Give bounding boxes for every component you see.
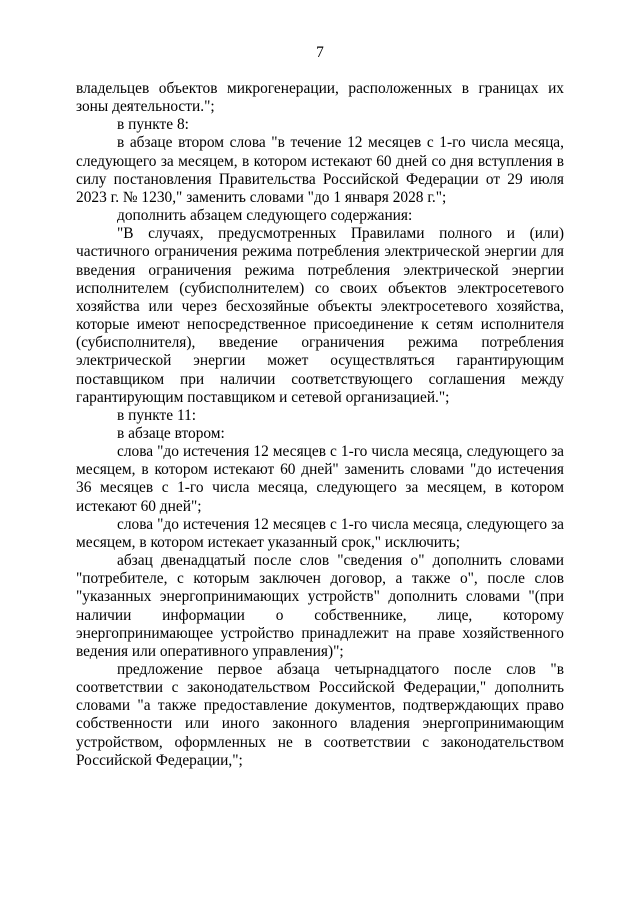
paragraph: дополнить абзацем следующего содержания: [117, 207, 413, 225]
paragraph: владельцев объектов микрогенерации, расположенных в границах их зоны деятельности."; [76, 80, 564, 116]
paragraph: слова "до истечения 12 месяцев с 1-го числа месяца, следующего за месяцем, в котором истекают 60 дней" заменить словами "до истечения 36 месяцев с 1-го числа месяца, следующего за месяцем, в котором истекают 60 дней"; [76, 443, 564, 515]
document-body [76, 80, 564, 770]
paragraph: предложение первое абзаца четырнадцатого после слов "в соответствии с законодательством Российской Федерации," дополнить словами "а также предоставление документов, подтверждающих право собственности или иного законного владения энергопринимающим устройством, оформленных не в соответствии с законодательством Российской Федерации,"; [76, 661, 564, 769]
paragraph: слова "до истечения 12 месяцев с 1-го числа месяца, следующего за месяцем, в котором истекает указанный срок," исключить; [76, 515, 564, 551]
paragraph: "В случаях, предусмотренных Правилами полного и (или) частичного ограничения режима потребления электрической энергии для введения ограничения режима потребления электрической энергии исполнителем (субисполнителем) со своих объектов электросетевого хозяйства или через бесхозяйные объекты электросетевого хозяйства, которые имеют непосредственное присоединение к сетям исполнителя (субисполнителя), введение ограничения режима потребления электрической энергии может осуществляться гарантирующим поставщиком при наличии соответствующего соглашения между гарантирующим поставщиком и сетевой организацией."; [76, 225, 564, 406]
paragraph: в пункте 8: [117, 116, 189, 134]
paragraph: в абзаце втором слова "в течение 12 месяцев с 1-го числа месяца, следующего за месяцем, в котором истекают 60 дней со дня вступления в силу постановления Правительства Российской Федерации от 29 июля 2023 г. № 1230," заменить словами "до 1 января 2028 г."; [76, 134, 564, 206]
page-number: 7 [316, 44, 324, 61]
paragraph: в пункте 11: [117, 406, 197, 424]
paragraph: в абзаце втором: [117, 424, 225, 442]
paragraph: абзац двенадцатый после слов "сведения о" дополнить словами "потребителе, с которым заключен договор, а также о", после слов "указанных энергопринимающих устройств" дополнить словами "(при наличии информации о собственнике, лице, которому энергопринимающее устройство принадлежит на праве хозяйственного ведения или оперативного управления)"; [76, 552, 564, 660]
